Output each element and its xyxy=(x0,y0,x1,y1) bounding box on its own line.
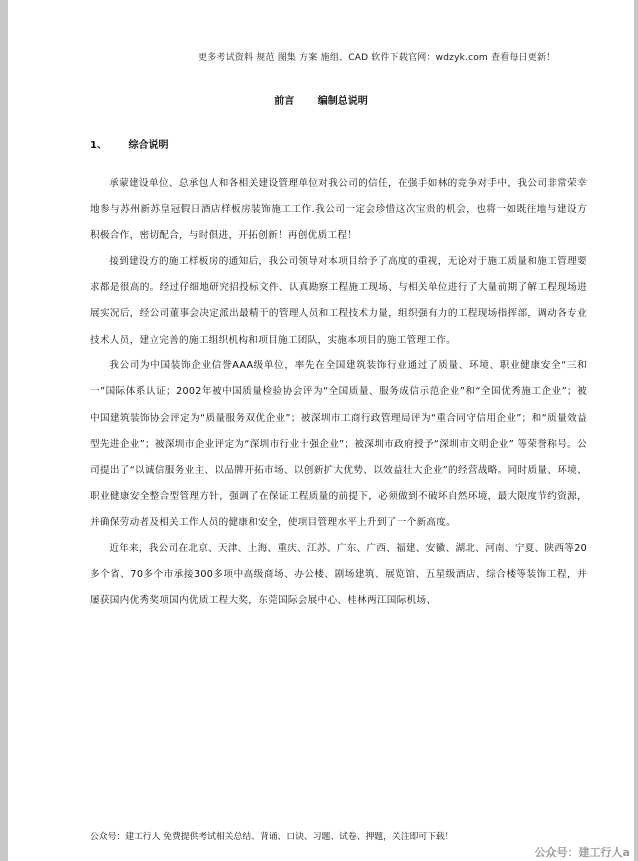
page-title xyxy=(8,92,634,107)
body-text xyxy=(90,171,587,614)
section-title: 综合说明 xyxy=(128,140,169,151)
section-number: 1、 xyxy=(90,140,107,151)
section-heading xyxy=(90,136,168,151)
watermark: 公众号：建工行人a xyxy=(534,846,630,859)
paragraph: 接到建设方的施工样板房的通知后，我公司领导对本项目给予了高度的重视，无论对于施工质量和施工管理要求都是很高的。经过仔细地研究招投标文件、认真勘察工程施工现场、与相关单位进行了大量前期了解工程现场进展实况后，经公司董事会决定派出最精干的管理人员和工程技术力量，组织强有力的工程现场指挥部，调动各专业技术人员，建立完善的施工组织机构和项目施工团队，实施本项目的施工管理工作。 xyxy=(90,256,587,346)
page-header: 更多考试资料 规范 图集 方案 施组、CAD 软件下载官网：wdzyk.com 查看每日更新！ xyxy=(198,53,556,63)
page-footer: 公众号：建工行人 免费提供考试相关总结、背诵、口诀、习题、试卷、押题，关注即可下载！ xyxy=(90,832,454,842)
paragraph: 我公司为中国装饰企业信誉AAA级单位，率先在全国建筑装饰行业通过了质量、环境、职业健康安全“三和一”国际体系认证；2002年被中国质量检验协会评为“全国质量、服务成信示范企业”和“全国优秀施工企业”；被中国建筑装饰协会评定为“质量服务双优企业”；被深圳市工商行政管理局评为“重合同守信用企业”；和“质量效益型先进企业”；被深圳市企业评定为“深圳市行业十强企业”；被深圳市政府授予“深圳市文明企业” 等荣誉称号。公司提出了“以诚信服务业主、以品牌开拓市场、以创新扩大优势、以效益壮大企业”的经营战略。同时质量、环境、职业健康安全整合型管理方针，强调了在保证工程质量的前提下，必须做到不破坏自然环境，最大限度节约资源，并确保劳动者及相关工作人员的健康和安全，使项目管理水平上升到了一个新高度。 xyxy=(90,360,587,529)
title-preface: 前言 xyxy=(274,96,295,107)
paragraph: 承蒙建设单位、总承包人和各相关建设管理单位对我公司的信任，在强手如林的竞争对手中，我公司非常荣幸地参与苏州新苏皇冠假日酒店样板房装饰施工工作.我公司一定会珍惜这次宝贵的机会，也将一如既往地与建设方积极合作，密切配合，与时俱进，开拓创新！再创优质工程！ xyxy=(90,178,587,242)
title-main: 编制总说明 xyxy=(317,96,368,107)
paragraph: 近年来，我公司在北京、天津、上海、重庆、江苏、广东、广西、福建、安徽、湖北、河南、宁夏、陕西等20多个省、70多个市承接300多项中高级商场、办公楼、剧场建筑、展览馆、五星级酒店、综合楼等装饰工程，并屡获国内优秀奖项国内优质工程大奖，东莞国际会展中心、桂林两江国际机场、 xyxy=(90,543,587,607)
document-page xyxy=(8,0,634,861)
